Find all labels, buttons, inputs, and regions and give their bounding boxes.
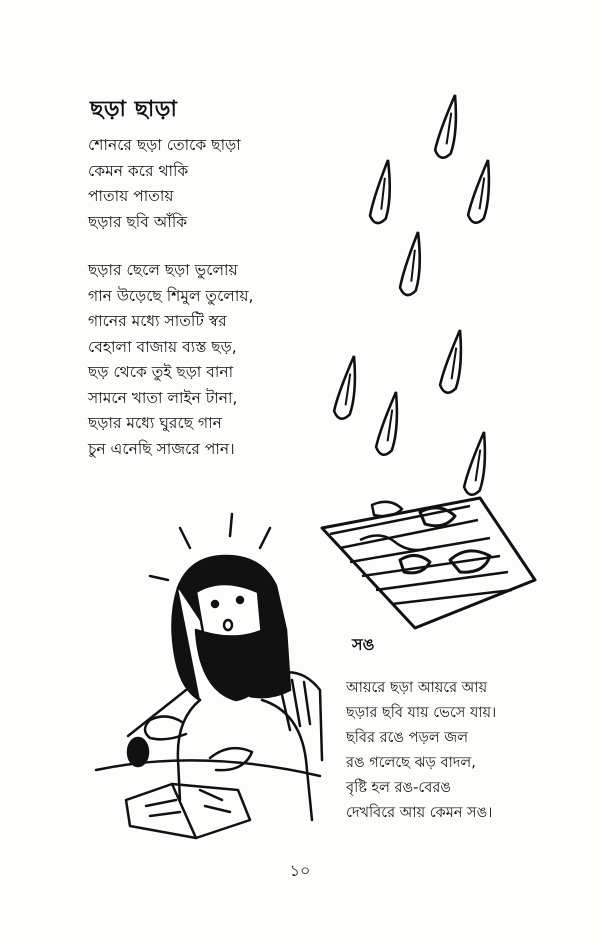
poem-2-stanza — [346, 676, 496, 826]
poem-2-title: সঙ — [352, 635, 375, 654]
poem-line: গান উড়েছে শিমুল তুলোয়, — [88, 286, 254, 305]
poem-line: রঙ গলেছে ঝড় বাদল, — [346, 755, 476, 771]
poem-line: শোনরে ছড়া তোকে ছাড়া — [88, 136, 241, 154]
poem-line: পাতায় পাতায় — [88, 187, 174, 205]
poem-line: ছড়ার মধ্যে ঘুরছে গান — [88, 414, 222, 432]
poem-line: দেখবিরে আয় কেমন সঙ। — [346, 805, 493, 821]
page-number: ১০ — [289, 861, 311, 880]
poem-line: ছড়ার ছবি আঁকি — [88, 212, 188, 231]
bearded-poet-writing-illustration — [96, 514, 322, 838]
raindrops-group — [333, 93, 496, 496]
poem-line: ছড়ার ছবি যায় ভেসে যায়। — [346, 705, 497, 721]
poem-line: ছবির রঙে পড়ল জল — [346, 730, 469, 746]
poem-line: আয়রে ছড়া আয়রে আয় — [346, 680, 488, 696]
poem-line: বেহালা বাজায় ব্যস্ত ছড়, — [88, 337, 237, 356]
wet-painting-illustration — [322, 498, 535, 628]
poem-line: বৃষ্টি হল রঙ-বেরঙ — [346, 780, 451, 796]
poem-line: চুন এনেছি সাজরে পান। — [88, 439, 235, 458]
poem-line: গানের মধ্যে সাতটি স্বর — [88, 312, 227, 330]
poem-line: সামনে খাতা লাইন টানা, — [88, 388, 238, 407]
poem-line: ছড়ার ছেলে ছড়া ভুলোয় — [88, 261, 238, 279]
poem-title: ছড়া ছাড়া — [90, 97, 178, 122]
poem-line: কেমন করে থাকি — [88, 161, 189, 180]
poem-line: ছড় থেকে তুই ছড়া বানা — [88, 363, 234, 381]
